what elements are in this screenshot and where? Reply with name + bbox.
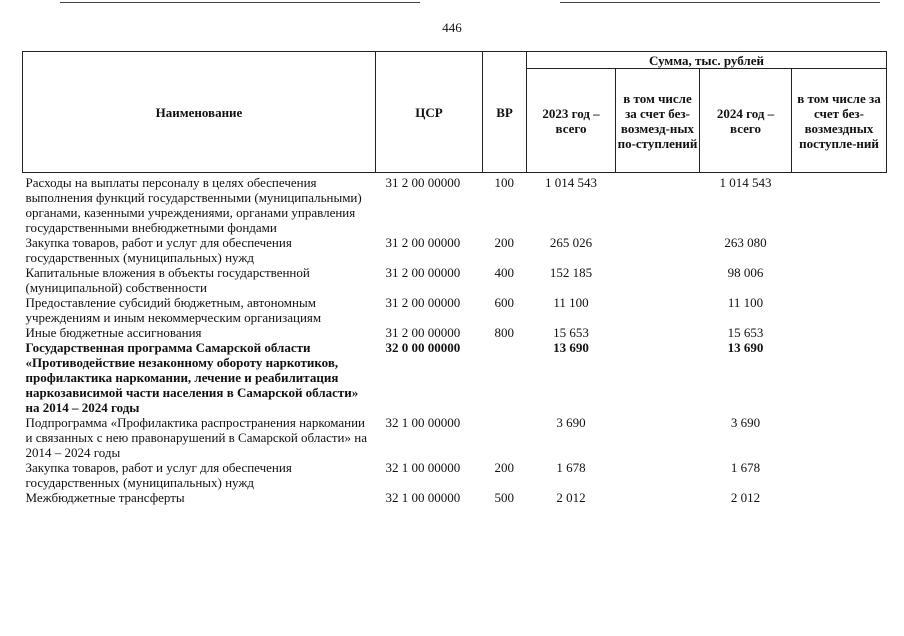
cell-2023-total: 1 678 — [556, 460, 586, 475]
cell-2024-total: 11 100 — [727, 295, 764, 310]
cell-name: Закупка товаров, работ и услуг для обеспечения государственных (муниципальных) нужд — [25, 460, 292, 490]
cell-2024-total: 3 690 — [730, 415, 761, 430]
header-2024-total: 2024 год – всего — [700, 69, 792, 173]
header-2024-free: в том числе за счет без-возмездных поступле-ний — [792, 69, 887, 173]
cell-2023-total: 15 653 — [553, 325, 589, 340]
header-name: Наименование — [23, 52, 376, 173]
cell-2024-free — [792, 235, 887, 265]
cell-vr — [483, 340, 527, 415]
cell-csr: 31 2 00 00000 — [385, 235, 461, 250]
cell-vr: 200 — [494, 235, 514, 250]
cell-2024-free — [792, 460, 887, 490]
cell-2023-total: 11 100 — [553, 295, 589, 310]
cell-name: Государственная программа Самарской области «Противодействие незаконному обороту наркотиков, профилактика наркомании, лечение и реабилитация наркозависимой части населения в Самарской области» на 2014 – 2024 годы — [25, 340, 359, 415]
cell-name: Межбюджетные трансферты — [25, 490, 185, 505]
cell-vr: 500 — [494, 490, 514, 505]
top-scan-line-right — [560, 2, 880, 3]
table-row — [23, 235, 887, 265]
cell-2024-free — [792, 173, 887, 236]
header-sum-group: Сумма, тыс. рублей — [527, 52, 887, 69]
cell-2023-total: 1 014 543 — [545, 175, 597, 190]
cell-2023-total: 152 185 — [549, 265, 593, 280]
cell-2024-free — [792, 295, 887, 325]
cell-2024-total: 98 006 — [727, 265, 764, 280]
cell-2023-free — [616, 415, 700, 460]
page-number: 446 — [442, 20, 462, 35]
table-row — [23, 173, 887, 236]
cell-csr: 32 0 00 00000 — [385, 340, 461, 355]
table-row — [23, 325, 887, 340]
cell-2023-free — [616, 490, 700, 505]
cell-2023-free — [616, 325, 700, 340]
cell-name: Предоставление субсидий бюджетным, автономным учреждениям и иным некоммерческим организациям — [25, 295, 322, 325]
cell-csr: 32 1 00 00000 — [385, 460, 461, 475]
cell-2024-total: 2 012 — [730, 490, 761, 505]
header-2023-free: в том числе за счет без-возмезд-ных по-ступлений — [616, 69, 700, 173]
header-csr: ЦСР — [376, 52, 483, 173]
table-row — [23, 295, 887, 325]
cell-2024-free — [792, 415, 887, 460]
cell-2023-total: 3 690 — [556, 415, 586, 430]
table-row — [23, 460, 887, 490]
cell-csr: 32 1 00 00000 — [385, 490, 461, 505]
budget-table — [22, 51, 887, 505]
cell-name: Иные бюджетные ассигнования — [25, 325, 202, 340]
cell-2023-free — [616, 235, 700, 265]
cell-csr: 32 1 00 00000 — [385, 415, 461, 430]
cell-vr: 200 — [494, 460, 514, 475]
cell-2023-total: 265 026 — [549, 235, 593, 250]
cell-2023-free — [616, 173, 700, 236]
table-row — [23, 490, 887, 505]
cell-vr: 600 — [494, 295, 514, 310]
cell-2024-total: 1 014 543 — [719, 175, 772, 190]
cell-name: Капитальные вложения в объекты государственной (муниципальной) собственности — [25, 265, 310, 295]
cell-2024-free — [792, 265, 887, 295]
cell-csr: 31 2 00 00000 — [385, 325, 461, 340]
cell-2024-total: 15 653 — [727, 325, 764, 340]
cell-2023-free — [616, 265, 700, 295]
cell-2023-free — [616, 460, 700, 490]
cell-2023-total: 13 690 — [553, 340, 589, 355]
cell-vr: 100 — [494, 175, 514, 190]
table-row — [23, 415, 887, 460]
cell-csr: 31 2 00 00000 — [385, 175, 461, 190]
top-scan-line — [60, 2, 420, 3]
table-row — [23, 340, 887, 415]
cell-csr: 31 2 00 00000 — [385, 265, 461, 280]
cell-2024-free — [792, 490, 887, 505]
cell-vr: 800 — [494, 325, 514, 340]
cell-2023-total: 2 012 — [556, 490, 586, 505]
cell-name: Подпрограмма «Профилактика распространения наркомании и связанных с нею правонарушений в Самарской области» на 2014 – 2024 годы — [25, 415, 367, 460]
header-2023-total: 2023 год – всего — [527, 69, 616, 173]
header-vr: ВР — [483, 52, 527, 173]
table-row — [23, 265, 887, 295]
cell-vr — [483, 415, 527, 460]
cell-csr: 31 2 00 00000 — [385, 295, 461, 310]
cell-name: Закупка товаров, работ и услуг для обеспечения государственных (муниципальных) нужд — [25, 235, 292, 265]
cell-2024-total: 13 690 — [727, 340, 764, 355]
cell-vr: 400 — [494, 265, 514, 280]
cell-2024-free — [792, 325, 887, 340]
cell-2023-free — [616, 295, 700, 325]
cell-2024-free — [792, 340, 887, 415]
cell-name: Расходы на выплаты персоналу в целях обеспечения выполнения функций государственными (муниципальными) органами, казенными учреждениями, органами управления государственными внебюджетными фондами — [25, 175, 362, 235]
cell-2024-total: 1 678 — [730, 460, 761, 475]
cell-2024-total: 263 080 — [724, 235, 767, 250]
cell-2023-free — [616, 340, 700, 415]
